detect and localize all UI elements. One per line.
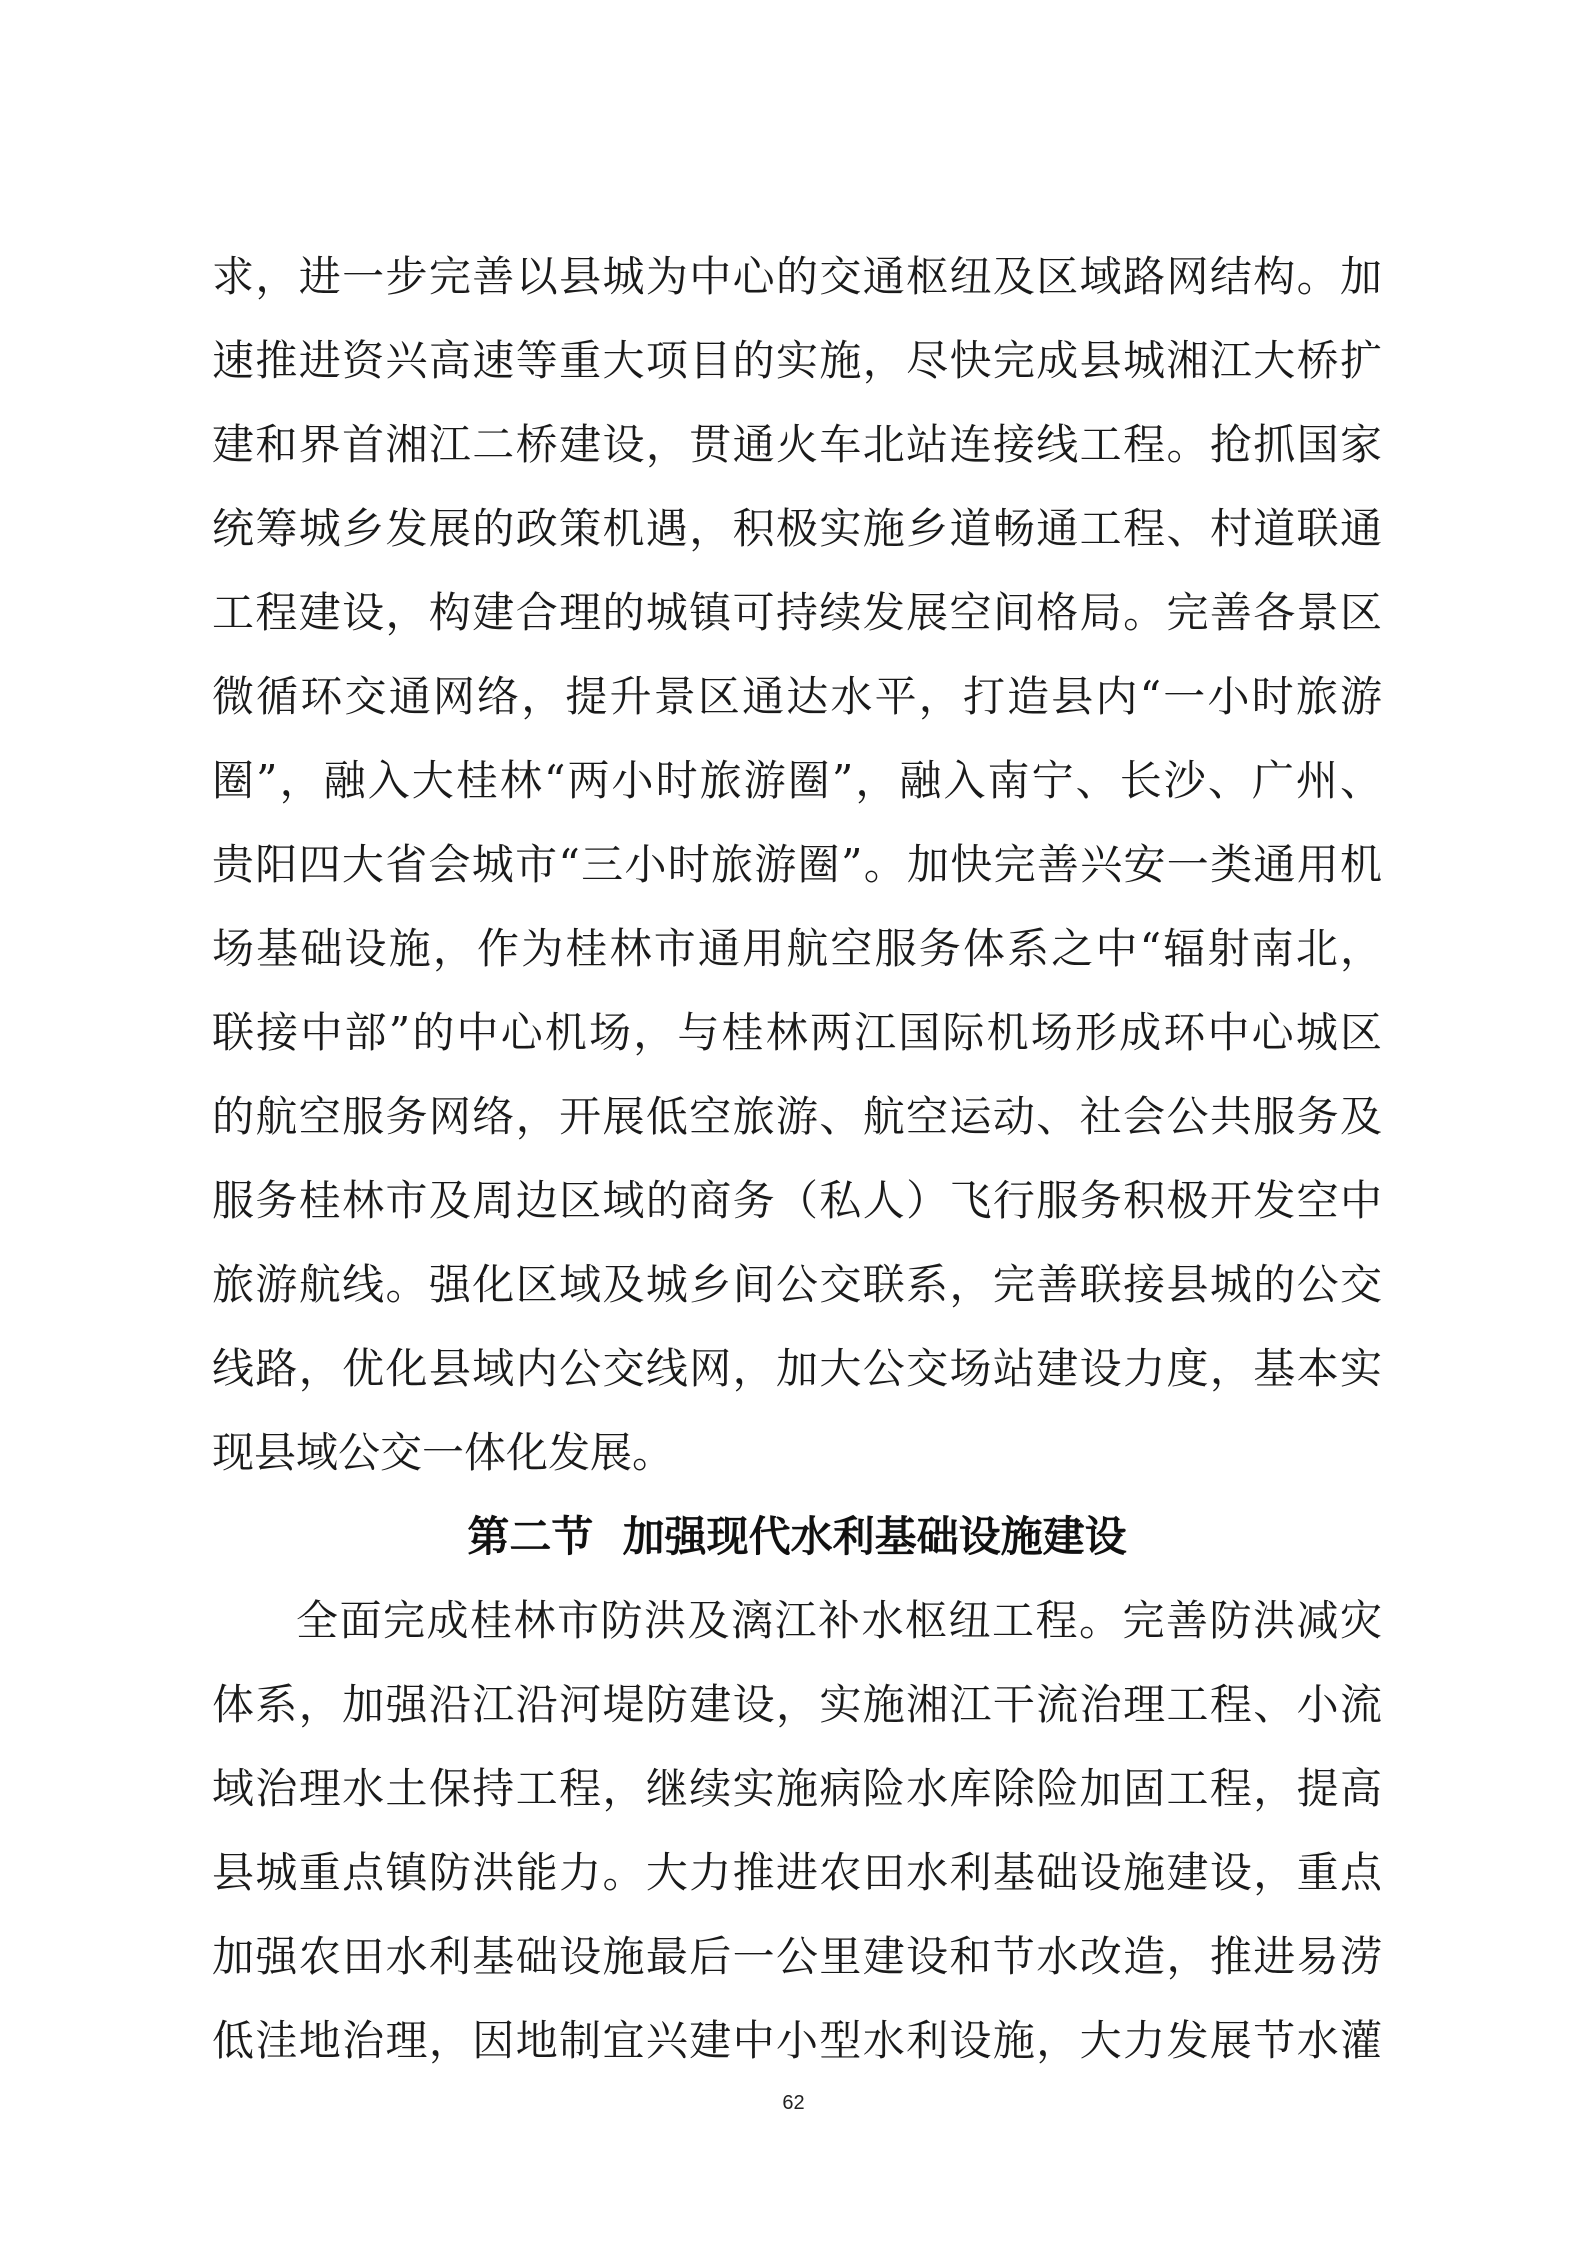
text-line: 的航空服务网络，开展低空旅游、航空运动、社会公共服务及 [212,1092,1382,1141]
text-line: 全面完成桂林市防洪及漓江补水枢纽工程。完善防洪减灾 [296,1596,1382,1645]
text-line: 线路，优化县域内公交线网，加大公交场站建设力度，基本实 [212,1344,1382,1393]
page-number: 62 [782,2092,805,2114]
text-line: 域治理水土保持工程，继续实施病险水库除险加固工程，提高 [212,1764,1382,1813]
text-line: 微循环交通网络，提升景区通达水平，打造县内“一小时旅游 [212,672,1382,721]
text-line: 服务桂林市及周边区域的商务（私人）飞行服务积极开发空中 [212,1176,1382,1225]
text-line: 速推进资兴高速等重大项目的实施，尽快完成县城湘江大桥扩 [212,336,1382,385]
text-line: 统筹城乡发展的政策机遇，积极实施乡道畅通工程、村道联通 [212,504,1382,553]
text-line: 县城重点镇防洪能力。大力推进农田水利基础设施建设，重点 [212,1848,1382,1897]
text-line: 旅游航线。强化区域及城乡间公交联系，完善联接县城的公交 [212,1260,1382,1309]
text-line: 场基础设施，作为桂林市通用航空服务体系之中“辐射南北， [212,924,1382,973]
text-line: 工程建设，构建合理的城镇可持续发展空间格局。完善各景区 [212,588,1382,637]
text-line: 建和界首湘江二桥建设，贯通火车北站连接线工程。抢抓国家 [212,420,1382,469]
section-heading: 第二节 加强现代水利基础设施建设 [467,1512,1127,1561]
text-line: 圈”，融入大桂林“两小时旅游圈”，融入南宁、长沙、广州、 [212,756,1382,805]
text-line: 低洼地治理，因地制宜兴建中小型水利设施，大力发展节水灌 [212,2016,1382,2065]
text-line: 加强农田水利基础设施最后一公里建设和节水改造，推进易涝 [212,1932,1382,1981]
text-line: 求，进一步完善以县城为中心的交通枢纽及区域路网结构。加 [212,252,1382,301]
text-line: 联接中部”的中心机场，与桂林两江国际机场形成环中心城区 [212,1008,1382,1057]
text-line: 贵阳四大省会城市“三小时旅游圈”。加快完善兴安一类通用机 [212,840,1382,889]
text-line: 体系，加强沿江沿河堤防建设，实施湘江干流治理工程、小流 [212,1680,1382,1729]
text-line: 现县域公交一体化发展。 [212,1428,675,1477]
